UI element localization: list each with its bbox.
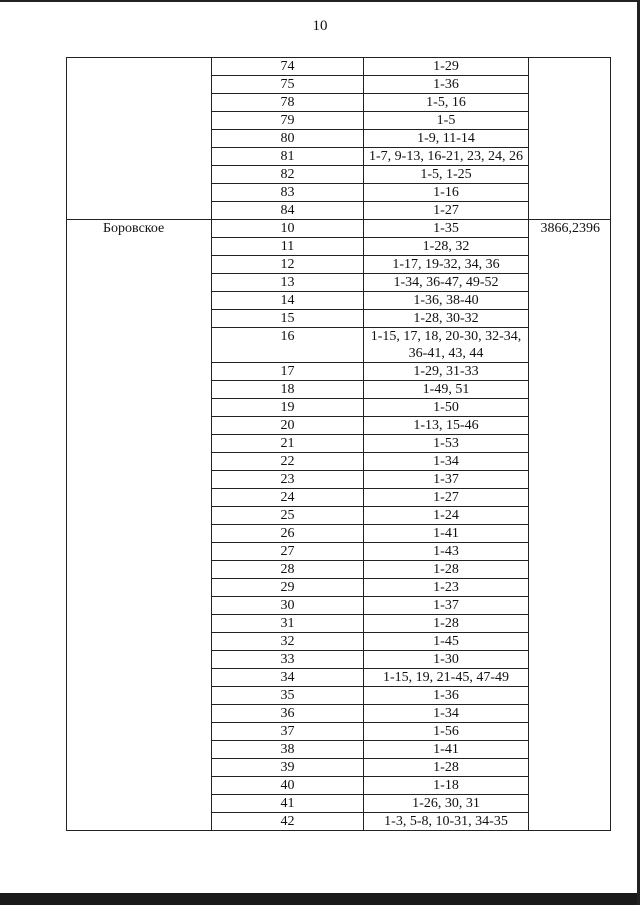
house-numbers: 1-28 xyxy=(364,759,529,777)
house-numbers: 1-27 xyxy=(364,489,529,507)
settlement-area xyxy=(529,58,611,220)
house-numbers: 1-28, 30-32 xyxy=(364,310,529,328)
block-number: 37 xyxy=(212,723,364,741)
block-number: 75 xyxy=(212,76,364,94)
block-number: 32 xyxy=(212,633,364,651)
block-number: 19 xyxy=(212,399,364,417)
house-numbers: 1-56 xyxy=(364,723,529,741)
settlement-table xyxy=(66,57,611,831)
house-numbers: 1-29 xyxy=(364,58,529,76)
scan-edge-bottom xyxy=(0,893,637,905)
page-number: 10 xyxy=(312,18,328,34)
house-numbers: 1-3, 5-8, 10-31, 34-35 xyxy=(364,813,529,831)
block-number: 27 xyxy=(212,543,364,561)
block-number: 14 xyxy=(212,292,364,310)
block-number: 80 xyxy=(212,130,364,148)
house-numbers: 1-53 xyxy=(364,435,529,453)
block-number: 26 xyxy=(212,525,364,543)
house-numbers: 1-34, 36-47, 49-52 xyxy=(364,274,529,292)
block-number: 11 xyxy=(212,238,364,256)
block-number: 42 xyxy=(212,813,364,831)
block-number: 39 xyxy=(212,759,364,777)
house-numbers: 1-13, 15-46 xyxy=(364,417,529,435)
block-number: 35 xyxy=(212,687,364,705)
house-numbers: 1-36 xyxy=(364,687,529,705)
house-numbers: 1-15, 19, 21-45, 47-49 xyxy=(364,669,529,687)
block-number: 12 xyxy=(212,256,364,274)
house-numbers: 1-5, 16 xyxy=(364,94,529,112)
house-numbers: 1-16 xyxy=(364,184,529,202)
block-number: 74 xyxy=(212,58,364,76)
block-number: 23 xyxy=(212,471,364,489)
block-number: 33 xyxy=(212,651,364,669)
block-number: 84 xyxy=(212,202,364,220)
house-numbers: 1-50 xyxy=(364,399,529,417)
house-numbers: 1-23 xyxy=(364,579,529,597)
block-number: 21 xyxy=(212,435,364,453)
block-number: 29 xyxy=(212,579,364,597)
block-number: 81 xyxy=(212,148,364,166)
house-numbers: 1-28 xyxy=(364,561,529,579)
house-numbers: 1-28, 32 xyxy=(364,238,529,256)
house-numbers: 1-35 xyxy=(364,220,529,238)
house-numbers: 1-27 xyxy=(364,202,529,220)
block-number: 15 xyxy=(212,310,364,328)
block-number: 18 xyxy=(212,381,364,399)
house-numbers: 1-7, 9-13, 16-21, 23, 24, 26 xyxy=(364,148,529,166)
house-numbers: 1-34 xyxy=(364,453,529,471)
block-number: 78 xyxy=(212,94,364,112)
house-numbers: 1-41 xyxy=(364,525,529,543)
house-numbers: 1-5, 1-25 xyxy=(364,166,529,184)
house-numbers: 1-36 xyxy=(364,76,529,94)
block-number: 34 xyxy=(212,669,364,687)
house-numbers: 1-43 xyxy=(364,543,529,561)
settlement-name: Боровское xyxy=(67,220,212,831)
house-numbers: 1-9, 11-14 xyxy=(364,130,529,148)
house-numbers: 1-28 xyxy=(364,615,529,633)
house-numbers: 1-17, 19-32, 34, 36 xyxy=(364,256,529,274)
scan-edge-top xyxy=(0,0,640,2)
block-number: 79 xyxy=(212,112,364,130)
house-numbers: 1-24 xyxy=(364,507,529,525)
block-number: 25 xyxy=(212,507,364,525)
house-numbers: 1-45 xyxy=(364,633,529,651)
block-number: 10 xyxy=(212,220,364,238)
block-number: 40 xyxy=(212,777,364,795)
block-number: 17 xyxy=(212,363,364,381)
table-body xyxy=(67,58,611,831)
block-number: 82 xyxy=(212,166,364,184)
block-number: 30 xyxy=(212,597,364,615)
table-row xyxy=(67,58,611,76)
block-number: 41 xyxy=(212,795,364,813)
house-numbers: 1-34 xyxy=(364,705,529,723)
house-numbers: 1-5 xyxy=(364,112,529,130)
house-numbers: 1-49, 51 xyxy=(364,381,529,399)
settlement-name xyxy=(67,58,212,220)
block-number: 28 xyxy=(212,561,364,579)
house-numbers: 1-18 xyxy=(364,777,529,795)
block-number: 16 xyxy=(212,328,364,363)
block-number: 83 xyxy=(212,184,364,202)
block-number: 22 xyxy=(212,453,364,471)
table-row xyxy=(67,220,611,238)
block-number: 38 xyxy=(212,741,364,759)
block-number: 13 xyxy=(212,274,364,292)
block-number: 24 xyxy=(212,489,364,507)
house-numbers: 1-37 xyxy=(364,471,529,489)
house-numbers: 1-37 xyxy=(364,597,529,615)
house-numbers: 1-26, 30, 31 xyxy=(364,795,529,813)
house-numbers: 1-36, 38-40 xyxy=(364,292,529,310)
house-numbers: 1-41 xyxy=(364,741,529,759)
house-numbers: 1-30 xyxy=(364,651,529,669)
block-number: 20 xyxy=(212,417,364,435)
house-numbers: 1-15, 17, 18, 20-30, 32-34, 36-41, 43, 44 xyxy=(364,328,529,363)
settlement-area: 3866,2396 xyxy=(529,220,611,831)
block-number: 36 xyxy=(212,705,364,723)
house-numbers: 1-29, 31-33 xyxy=(364,363,529,381)
block-number: 31 xyxy=(212,615,364,633)
